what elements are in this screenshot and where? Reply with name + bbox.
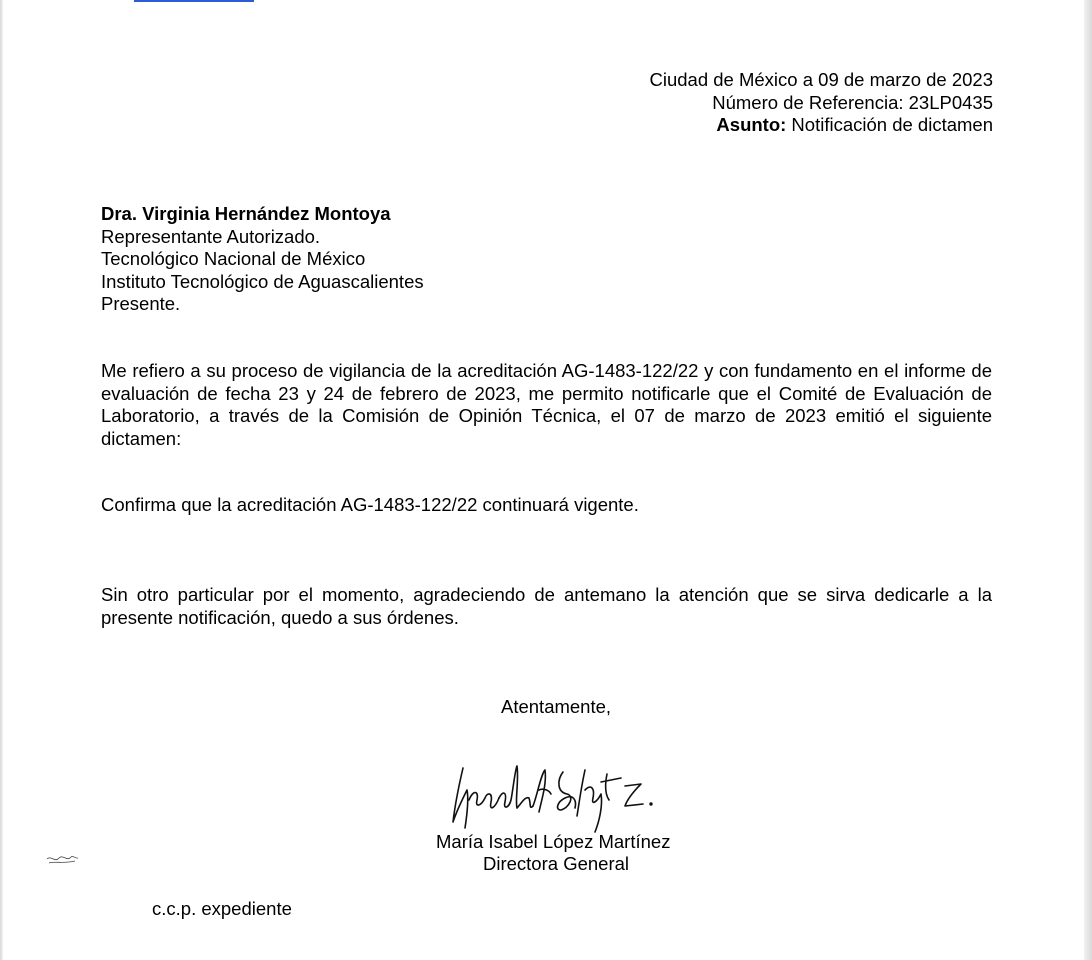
recipient-name: Dra. Virginia Hernández Montoya (101, 203, 391, 224)
top-link-underline[interactable] (134, 0, 254, 2)
signer-title: Directora General (483, 853, 630, 874)
page-left-edge (0, 0, 3, 960)
reference-number: Número de Referencia: 23LP0435 (712, 91, 993, 113)
recipient-role: Representante Autorizado. (101, 225, 321, 247)
carbon-copy-line: c.c.p. expediente (152, 898, 292, 919)
subject-line (650, 114, 994, 137)
page-right-edge (1084, 0, 1092, 960)
recipient-institute: Instituto Tecnológico de Aguascalientes (101, 270, 424, 292)
recipient-block (101, 203, 424, 316)
body-paragraph-2: Confirma que la acreditación AG-1483-122/22 continuará vigente. (101, 494, 639, 515)
recipient-greeting: Presente. (101, 293, 181, 314)
body-paragraph-1: Me refiero a su proceso de vigilancia de la acreditación AG-1483-122/22 y con fundamento en el informe de evaluación de fecha 23 y 24 de febrero de 2023, me permito notificarle que el Comité de Evaluación de Laboratorio, a través de la Comisión de Opinión Técnica, el 07 de marzo de 2023 emitió el siguiente dictamen: (101, 360, 992, 449)
subject-text: Notificación de dictamen (786, 114, 993, 135)
signer-name: María Isabel López Martínez (436, 831, 671, 852)
closing-salutation: Atentamente, (501, 696, 612, 717)
place-date: Ciudad de México a 09 de marzo de 2023 (649, 69, 993, 90)
handwritten-signature (445, 760, 660, 840)
recipient-organization: Tecnológico Nacional de México (101, 248, 366, 269)
body-paragraph-3: Sin otro particular por el momento, agradeciendo de antemano la atención que se sirva dedicarle a la presente notificación, quedo a sus órdenes. (101, 584, 992, 628)
letter-header (650, 69, 994, 137)
subject-label: Asunto: (716, 114, 787, 135)
initials-stamp (45, 852, 79, 866)
